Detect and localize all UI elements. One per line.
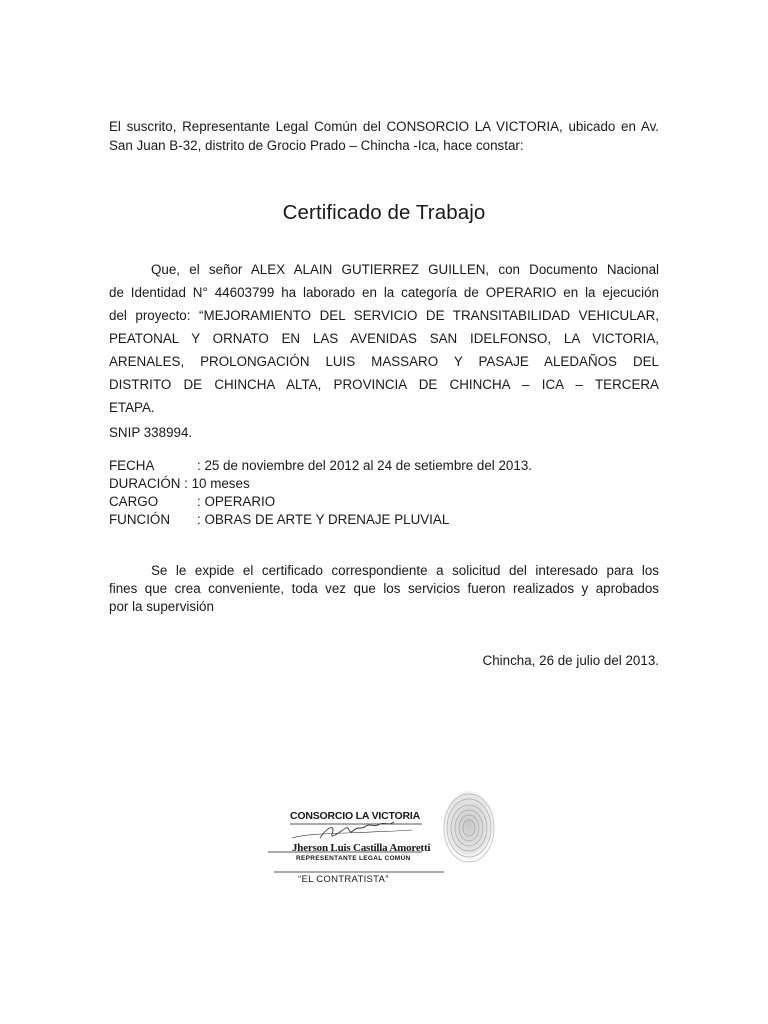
- body-line: ETAPA.: [109, 400, 155, 415]
- body-paragraph: [109, 258, 659, 419]
- detail-row-duracion: [109, 475, 532, 493]
- body-line: Que, el señor ALEX ALAIN GUTIERREZ GUILLEN, con Documento Nacional: [151, 262, 659, 277]
- body-line: del proyecto: “MEJORAMIENTO DEL SERVICIO DE TRANSITABILIDAD VEHICULAR,: [109, 308, 659, 323]
- stamp-contractor-label: “EL CONTRATISTA”: [298, 874, 389, 885]
- stamp-role: REPRESENTANTE LEGAL COMÚN: [296, 855, 411, 862]
- handwritten-signature: [320, 822, 394, 838]
- body-line: PEATONAL Y ORNATO EN LAS AVENIDAS SAN IDELFONSO, LA VICTORIA,: [109, 331, 659, 346]
- issue-date: Chincha, 26 de julio del 2013.: [482, 653, 659, 668]
- detail-value: : 10 meses: [180, 476, 250, 491]
- detail-value: : 25 de noviembre del 2012 al 24 de setiembre del 2013.: [197, 458, 532, 473]
- signature-stamp: [262, 800, 462, 890]
- document-title: Certificado de Trabajo: [282, 201, 486, 224]
- detail-label: FUNCIÓN: [109, 512, 170, 527]
- detail-value: : OBRAS DE ARTE Y DRENAJE PLUVIAL: [197, 512, 450, 527]
- detail-row-funcion: [109, 511, 532, 529]
- stamp-company: CONSORCIO LA VICTORIA: [290, 810, 420, 822]
- closing-line: por la supervisión: [109, 599, 214, 614]
- detail-row-fecha: [109, 457, 532, 475]
- intro-paragraph: El suscrito, Representante Legal Común del CONSORCIO LA VICTORIA, ubicado en Av. San Juan B-32, distrito de Grocio Prado – Chincha -Ica, hace constar:: [109, 119, 659, 153]
- body-line: ARENALES, PROLONGACIÓN LUIS MASSARO Y PASAJE ALEDAÑOS DEL: [109, 354, 659, 369]
- closing-line: Se le expide el certificado correspondiente a solicitud del interesado para los: [151, 563, 659, 578]
- closing-line: fines que crea conveniente, toda vez que los servicios fueron realizados y aprobados: [109, 581, 659, 596]
- snip-code: SNIP 338994.: [109, 425, 193, 440]
- stamp-signatory-name: Jherson Luis Castilla Amoretti: [292, 842, 431, 854]
- detail-label: DURACIÓN: [109, 476, 181, 491]
- fingerprint-icon: [440, 790, 498, 868]
- detail-row-cargo: [109, 493, 532, 511]
- detail-label: FECHA: [109, 458, 155, 473]
- body-line: DISTRITO DE CHINCHA ALTA, PROVINCIA DE CHINCHA – ICA – TERCERA: [109, 377, 659, 392]
- detail-label: CARGO: [109, 494, 159, 509]
- body-line: de Identidad N° 44603799 ha laborado en la categoría de OPERARIO en la ejecución: [109, 285, 659, 300]
- detail-value: : OPERARIO: [197, 494, 276, 509]
- closing-paragraph: [109, 562, 659, 616]
- details-list: [109, 457, 532, 529]
